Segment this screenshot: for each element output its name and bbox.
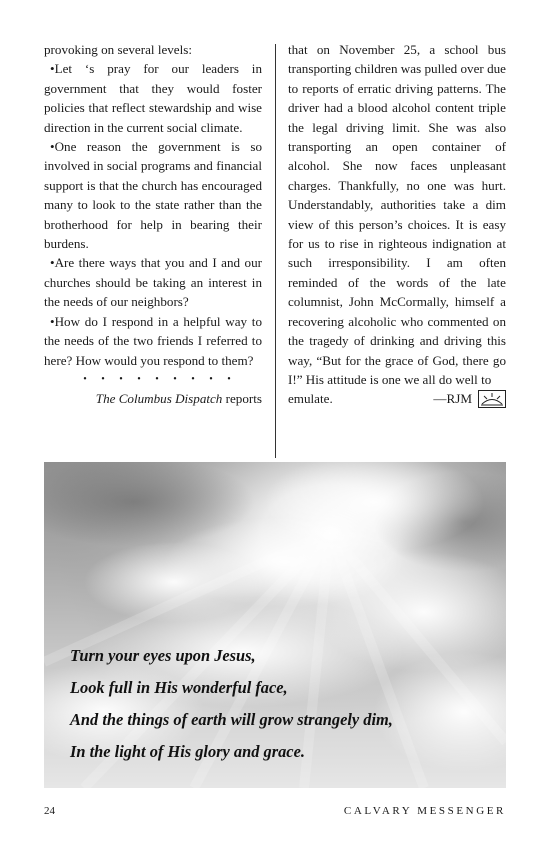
- right-column: [288, 40, 506, 409]
- column-divider: [275, 44, 276, 458]
- sunrise-badge-icon: [478, 390, 506, 408]
- left-intro: provoking on several levels:: [44, 42, 192, 57]
- page-number: 24: [44, 805, 55, 817]
- poem-line: Look full in His wonderful face,: [70, 678, 288, 697]
- poem-line: And the things of earth will grow strangely dim,: [70, 710, 393, 729]
- section-separator: • • • • • • • • •: [83, 373, 237, 385]
- magazine-name: CALVARY MESSENGER: [343, 805, 506, 817]
- bullet-government-reason: •One reason the government is so involved in social programs and financial support is that the church has encouraged many to look to the state rather than the brotherhood for help in bearing their burdens.: [44, 139, 262, 252]
- poem-line: Turn your eyes upon Jesus,: [70, 646, 256, 665]
- source-publication: The Columbus Dispatch: [95, 390, 223, 406]
- poem-line: In the light of His glory and grace.: [70, 742, 305, 761]
- last-word: emulate.: [288, 391, 333, 407]
- signature-block: [433, 389, 506, 408]
- left-column: [44, 40, 262, 408]
- right-body-text: that on November 25, a school bus transporting children was pulled over due to reports of erratic driving patterns. The driver had a blood alcohol content triple the legal driving limit. She was also transporting an open container of alcohol. She now faces unpleasant charges. Thankfully, no one was hurt. Understandably, authorities take a dim view of this person’s choices. It is easy for us to rise in righteous indignation at such irresponsibility. I am often reminded of the words of the late columnist, John McCormally, himself a recovering alcoholic who commented on the tragedy of drinking and driving this way, “But for the grace of God, there go I!” His attitude is one we all do well to: [288, 42, 506, 387]
- signature-line: [288, 389, 506, 408]
- bullet-pray-leaders: •Let ‘s pray for our leaders in government that they would foster policies that reflect stewardship and wise direction in the current social climate.: [44, 61, 262, 135]
- bullet-church-interest: •Are there ways that you and I and our churches should be taking an interest in the needs of our neighbors?: [44, 255, 262, 310]
- bullet-respond-helpful: •How do I respond in a helpful way to the needs of the two friends I referred to here? How would you respond to them?: [44, 313, 262, 368]
- hymn-poem: [70, 640, 393, 768]
- source-tail: reports: [222, 390, 262, 406]
- source-line: [44, 389, 262, 408]
- signature: —RJM: [433, 391, 472, 407]
- sky-clouds-photo: [44, 462, 506, 788]
